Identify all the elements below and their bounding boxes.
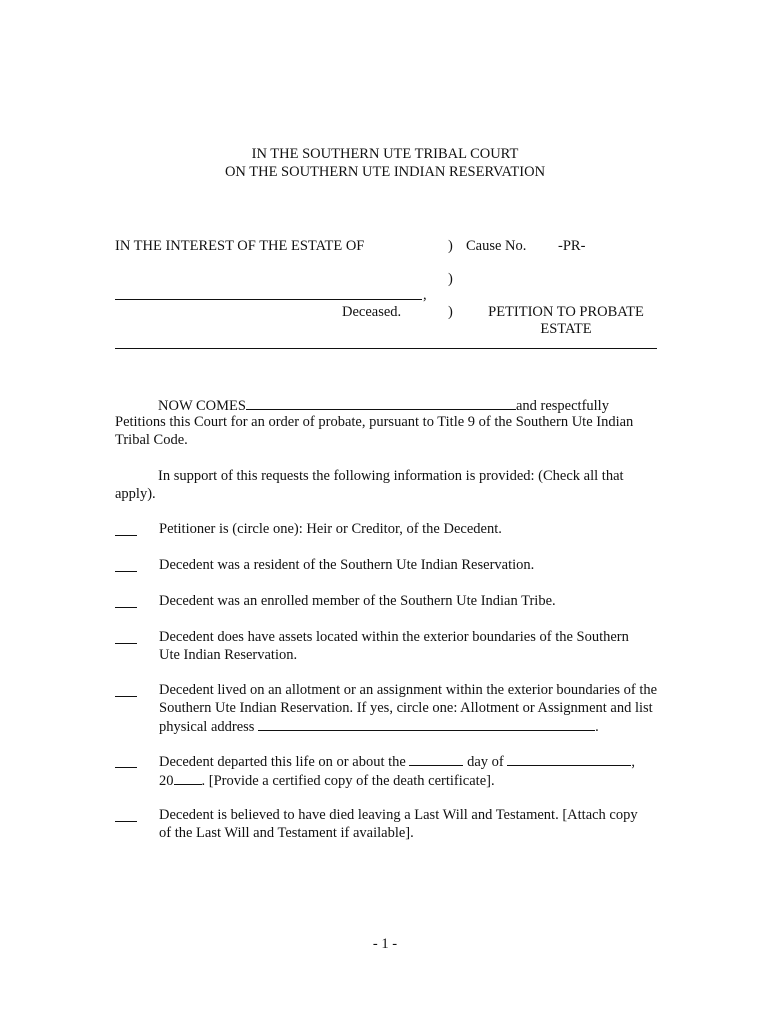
death-date-text-1: Decedent departed this life on or about the <box>159 754 406 770</box>
cause-number-label: Cause No. <box>466 238 527 254</box>
item-text-wrap <box>159 752 659 790</box>
death-month-blank[interactable] <box>507 752 631 766</box>
checkbox-blank[interactable] <box>115 592 137 608</box>
item-text: Decedent was a resident of the Southern Ute Indian Reservation. <box>159 557 535 573</box>
item-text-wrap: Decedent lived on an allotment or an assignment within the exterior boundaries of the Southern Ute Indian Reservation. If yes, circle one: Allotment or Assignment and list physical address . <box>159 682 658 735</box>
item-text: Decedent does have assets located within the exterior boundaries of the Southern Ute Indian Reservation. <box>159 629 629 663</box>
caption-paren-1: ) <box>448 238 453 254</box>
decedent-comma: , <box>423 287 427 303</box>
support-paragraph: In support of this requests the following information is provided: (Check all that apply). <box>115 468 624 502</box>
checkbox-blank[interactable] <box>115 556 137 572</box>
page-number: - 1 - <box>372 936 398 952</box>
decedent-name-blank[interactable] <box>115 299 422 300</box>
checkbox-blank[interactable] <box>115 520 137 536</box>
estate-interest-label: IN THE INTEREST OF THE ESTATE OF <box>115 238 365 254</box>
death-year-prefix: 20 <box>159 773 174 789</box>
checkbox-blank[interactable] <box>115 806 137 822</box>
caption-paren-3: ) <box>448 304 453 320</box>
death-date-text-2: day of <box>467 754 504 770</box>
physical-address-blank[interactable] <box>258 717 595 731</box>
deceased-label: Deceased. <box>342 304 402 320</box>
caption-paren-2: ) <box>448 271 453 287</box>
item-text: Decedent was an enrolled member of the Southern Ute Indian Tribe. <box>159 593 556 609</box>
death-date-comma: , <box>631 754 635 770</box>
item-text: Decedent is believed to have died leaving a Last Will and Testament. [Attach copy of the Last Will and Testament if available]. <box>159 807 638 841</box>
court-header-line-1: IN THE SOUTHERN UTE TRIBAL COURT <box>251 146 519 162</box>
caption-divider <box>115 348 657 349</box>
death-day-blank[interactable] <box>409 752 463 766</box>
checkbox-blank[interactable] <box>115 628 137 644</box>
death-certificate-text: . [Provide a certified copy of the death certificate]. <box>201 773 495 789</box>
court-header-line-2: ON THE SOUTHERN UTE INDIAN RESERVATION <box>224 164 546 180</box>
item-text: Decedent lived on an allotment or an assignment within the exterior boundaries of the Southern Ute Indian Reservation. If yes, circle one: Allotment or Assignment and list physical address <box>159 682 658 735</box>
petitioner-name-blank[interactable] <box>246 396 516 410</box>
respectfully-text: and respectfully <box>515 398 609 414</box>
cause-number-suffix: -PR- <box>558 238 586 254</box>
item-text: Petitioner is (circle one): Heir or Creditor, of the Decedent. <box>159 521 502 537</box>
petition-title-line-2: ESTATE <box>540 321 592 337</box>
now-comes-text: NOW COMES <box>158 398 246 414</box>
petition-title-line-1: PETITION TO PROBATE <box>488 304 644 320</box>
intro-paragraph: Petitions this Court for an order of probate, pursuant to Title 9 of the Southern Ute Indian Tribal Code. <box>115 414 634 448</box>
checkbox-blank[interactable] <box>115 681 137 697</box>
death-year-blank[interactable] <box>174 771 202 785</box>
checkbox-blank[interactable] <box>115 752 137 768</box>
